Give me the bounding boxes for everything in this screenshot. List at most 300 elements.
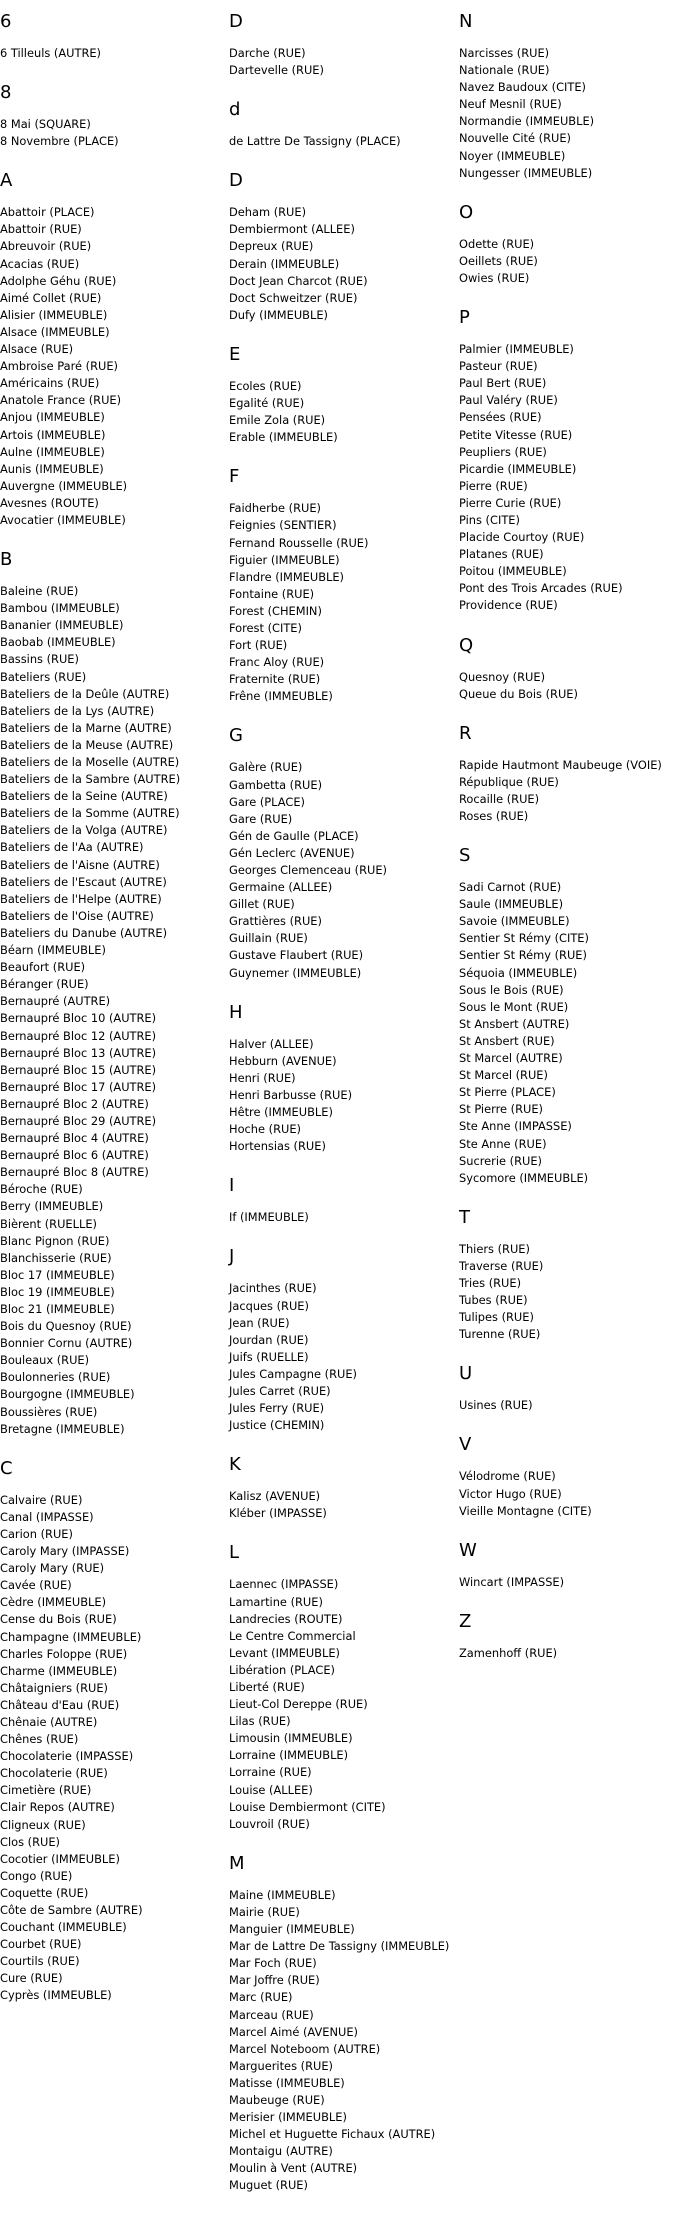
street-link[interactable]: Guillain (RUE)	[229, 931, 308, 946]
street-link[interactable]: Abattoir (PLACE)	[0, 205, 95, 220]
street-link[interactable]: Charles Foloppe (RUE)	[0, 1646, 128, 1661]
street-link[interactable]: Sadi Carnot (RUE)	[459, 880, 562, 895]
street-link[interactable]: Clos (RUE)	[0, 1834, 60, 1849]
street-link[interactable]: Cavée (RUE)	[0, 1578, 72, 1593]
street-link[interactable]: Bonnier Cornu (AUTRE)	[0, 1336, 133, 1351]
street-link[interactable]: Jacques (RUE)	[229, 1298, 309, 1313]
street-list	[0, 45, 222, 62]
street-link[interactable]: Anatole France (RUE)	[0, 393, 122, 408]
street-list	[229, 1576, 454, 1832]
section-letter-heading: W	[459, 1539, 477, 1561]
street-link[interactable]: Doct Jean Charcot (RUE)	[229, 273, 368, 288]
street-link[interactable]: 8 Mai (SQUARE)	[0, 117, 91, 132]
street-link[interactable]: St Marcel (AUTRE)	[459, 1051, 563, 1066]
street-link[interactable]: Gare (RUE)	[229, 811, 293, 826]
street-list	[229, 500, 454, 705]
street-link[interactable]: Cocotier (IMMEUBLE)	[0, 1851, 120, 1866]
street-link[interactable]: Moulin à Vent (AUTRE)	[229, 2161, 358, 2176]
street-link[interactable]: Bateliers de l'Escaut (AUTRE)	[0, 874, 167, 889]
street-link[interactable]: Forest (CHEMIN)	[229, 603, 322, 618]
street-list	[459, 1397, 675, 1414]
street-link[interactable]: Bambou (IMMEUBLE)	[0, 601, 120, 616]
street-link[interactable]: Bernaupré Bloc 8 (AUTRE)	[0, 1165, 149, 1180]
street-link[interactable]: Neuf Mesnil (RUE)	[459, 97, 562, 112]
street-link[interactable]: Chênaie (AUTRE)	[0, 1714, 98, 1729]
street-link[interactable]: Fort (RUE)	[229, 638, 288, 653]
street-link[interactable]: Tries (RUE)	[459, 1275, 522, 1290]
letter-section	[459, 1208, 675, 1344]
street-link[interactable]: Gén de Gaulle (PLACE)	[229, 828, 359, 843]
street-link[interactable]: Palmier (IMMEUBLE)	[459, 342, 574, 357]
letter-section	[229, 1003, 454, 1156]
street-link[interactable]: Hoche (RUE)	[229, 1122, 301, 1137]
street-link[interactable]: Côte de Sambre (AUTRE)	[0, 1903, 143, 1917]
street-link[interactable]: Blanchisserie (RUE)	[0, 1250, 112, 1265]
street-link[interactable]: Cligneux (RUE)	[0, 1817, 86, 1832]
street-link[interactable]: 6 Tilleuls (AUTRE)	[0, 46, 102, 60]
street-link[interactable]: Kalisz (AVENUE)	[229, 1489, 321, 1504]
street-link[interactable]: Zamenhoff (RUE)	[459, 1645, 558, 1660]
street-link[interactable]: Marcel Aimé (AVENUE)	[229, 2024, 358, 2039]
street-link[interactable]: Frêne (IMMEUBLE)	[229, 689, 333, 704]
street-link[interactable]: Aunis (IMMEUBLE)	[0, 461, 104, 476]
street-link[interactable]: Feignies (SENTIER)	[229, 518, 337, 533]
street-link[interactable]: Montaigu (AUTRE)	[229, 2144, 333, 2159]
street-link[interactable]: Château d'Eau (RUE)	[0, 1697, 120, 1712]
street-link[interactable]: Bourgogne (IMMEUBLE)	[0, 1387, 135, 1402]
street-link[interactable]: Le Centre Commercial	[229, 1628, 356, 1643]
street-link[interactable]: Michel et Huguette Fichaux (AUTRE)	[229, 2127, 436, 2142]
section-letter-heading: 8	[0, 82, 12, 104]
street-link[interactable]: Picardie (IMMEUBLE)	[459, 461, 577, 476]
street-link[interactable]: Gillet (RUE)	[229, 897, 295, 912]
street-link[interactable]: Landrecies (ROUTE)	[229, 1611, 343, 1626]
street-link[interactable]: Pensées (RUE)	[459, 410, 542, 425]
street-list	[459, 1645, 675, 1662]
street-index-column-3	[459, 12, 675, 1683]
street-link[interactable]: Lamartine (RUE)	[229, 1594, 323, 1609]
street-link[interactable]: Sous le Mont (RUE)	[459, 999, 569, 1014]
street-link[interactable]: Couchant (IMMEUBLE)	[0, 1920, 127, 1935]
street-link[interactable]: Fernand Rousselle (RUE)	[229, 535, 369, 550]
street-link[interactable]: Louise (ALLEE)	[229, 1782, 313, 1797]
street-link[interactable]: Cense du Bois (RUE)	[0, 1612, 117, 1627]
street-link[interactable]: Louvroil (RUE)	[229, 1816, 310, 1831]
street-link[interactable]: Bernaupré Bloc 12 (AUTRE)	[0, 1028, 157, 1043]
street-link[interactable]: Bièrent (RUELLE)	[0, 1216, 97, 1231]
street-link[interactable]: Rocaille (RUE)	[459, 791, 540, 806]
letter-section	[0, 83, 222, 150]
street-link[interactable]: Bateliers de l'Aa (AUTRE)	[0, 840, 144, 855]
street-link[interactable]: Maine (IMMEUBLE)	[229, 1887, 336, 1902]
street-link[interactable]: Sycomore (IMMEUBLE)	[459, 1170, 589, 1185]
street-link[interactable]: Pierre (RUE)	[459, 478, 528, 493]
street-link[interactable]: Depreux (RUE)	[229, 239, 314, 254]
street-link[interactable]: Beaufort (RUE)	[0, 960, 86, 975]
section-letter-heading: L	[229, 1542, 240, 1564]
street-link[interactable]: Marguerites (RUE)	[229, 2058, 333, 2073]
section-letter-heading: G	[229, 725, 243, 747]
street-link[interactable]: Coquette (RUE)	[0, 1885, 89, 1900]
street-link[interactable]: St Marcel (RUE)	[459, 1068, 548, 1083]
street-link[interactable]: Vieille Montagne (CITE)	[459, 1503, 592, 1518]
street-link[interactable]: Bateliers de la Volga (AUTRE)	[0, 823, 168, 838]
street-link[interactable]: Sous le Bois (RUE)	[459, 982, 564, 997]
street-link[interactable]: Navez Baudoux (CITE)	[459, 80, 586, 95]
street-link[interactable]: Auvergne (IMMEUBLE)	[0, 478, 128, 493]
street-link[interactable]: St Ansbert (AUTRE)	[459, 1016, 570, 1031]
street-link[interactable]: Darche (RUE)	[229, 46, 306, 60]
street-link[interactable]: Noyer (IMMEUBLE)	[459, 148, 566, 163]
street-link[interactable]: Vélodrome (RUE)	[459, 1469, 556, 1484]
street-link[interactable]: Pasteur (RUE)	[459, 359, 538, 374]
street-link[interactable]: Lieut-Col Dereppe (RUE)	[229, 1697, 368, 1712]
street-link[interactable]: Henri Barbusse (RUE)	[229, 1087, 353, 1102]
street-link[interactable]: Gare (PLACE)	[229, 794, 305, 809]
street-link[interactable]: République (RUE)	[459, 774, 559, 789]
street-link[interactable]: Tubes (RUE)	[459, 1293, 528, 1308]
street-link[interactable]: Bernaupré Bloc 4 (AUTRE)	[0, 1131, 149, 1146]
street-link[interactable]: Bateliers de la Meuse (AUTRE)	[0, 737, 174, 752]
street-list	[459, 1574, 675, 1591]
street-link[interactable]: Jules Carret (RUE)	[229, 1383, 331, 1398]
street-link[interactable]: Lorraine (RUE)	[229, 1765, 312, 1780]
street-link[interactable]: Pins (CITE)	[459, 512, 520, 527]
street-link[interactable]: 8 Novembre (PLACE)	[0, 134, 119, 149]
street-link[interactable]: Quesnoy (RUE)	[459, 669, 546, 684]
street-link[interactable]: Bouleaux (RUE)	[0, 1353, 90, 1368]
street-link[interactable]: Abattoir (RUE)	[0, 222, 82, 237]
street-link[interactable]: Bernaupré Bloc 29 (AUTRE)	[0, 1113, 157, 1128]
street-link[interactable]: Bernaupré Bloc 17 (AUTRE)	[0, 1079, 157, 1094]
street-link[interactable]: Mar de Lattre De Tassigny (IMMEUBLE)	[229, 1939, 450, 1954]
street-link[interactable]: Odette (RUE)	[459, 236, 535, 251]
street-link[interactable]: Bernaupré Bloc 6 (AUTRE)	[0, 1148, 149, 1163]
street-link[interactable]: Canal (IMPASSE)	[0, 1509, 94, 1524]
street-link[interactable]: Saule (IMMEUBLE)	[459, 897, 564, 912]
street-link[interactable]: Bernaupré (AUTRE)	[0, 994, 111, 1009]
street-link[interactable]: Congo (RUE)	[0, 1868, 73, 1883]
street-link[interactable]: Placide Courtoy (RUE)	[459, 530, 585, 545]
street-link[interactable]: Merisier (IMMEUBLE)	[229, 2110, 347, 2125]
street-link[interactable]: Forest (CITE)	[229, 620, 302, 635]
street-link[interactable]: Hêtre (IMMEUBLE)	[229, 1105, 333, 1120]
street-link[interactable]: Gustave Flaubert (RUE)	[229, 948, 364, 963]
street-link[interactable]: Béroche (RUE)	[0, 1182, 83, 1197]
street-link[interactable]: Bassins (RUE)	[0, 652, 79, 667]
street-link[interactable]: Paul Valéry (RUE)	[459, 393, 558, 408]
street-list	[459, 341, 675, 615]
street-list	[229, 378, 454, 446]
street-link[interactable]: Bretagne (IMMEUBLE)	[0, 1421, 125, 1436]
street-list	[229, 1887, 454, 2195]
street-link[interactable]: Doct Schweitzer (RUE)	[229, 290, 358, 305]
street-link[interactable]: Béranger (RUE)	[0, 977, 89, 992]
street-link[interactable]: Egalité (RUE)	[229, 396, 305, 411]
street-link[interactable]: Providence (RUE)	[459, 598, 558, 613]
street-link[interactable]: Clair Repos (AUTRE)	[0, 1800, 115, 1815]
street-link[interactable]: Emile Zola (RUE)	[229, 413, 326, 428]
street-link[interactable]: Ambroise Paré (RUE)	[0, 359, 118, 374]
street-link[interactable]: Châtaigniers (RUE)	[0, 1680, 108, 1695]
street-link[interactable]: Roses (RUE)	[459, 809, 529, 823]
street-link[interactable]: Faidherbe (RUE)	[229, 501, 321, 516]
street-link[interactable]: Libération (PLACE)	[229, 1662, 335, 1677]
street-link[interactable]: Alisier (IMMEUBLE)	[0, 307, 108, 322]
street-link[interactable]: Erable (IMMEUBLE)	[229, 430, 338, 445]
street-link[interactable]: Dembiermont (ALLEE)	[229, 222, 355, 237]
street-link[interactable]: Nungesser (IMMEUBLE)	[459, 165, 593, 180]
street-link[interactable]: Alsace (IMMEUBLE)	[0, 324, 110, 339]
street-link[interactable]: Marc (RUE)	[229, 1990, 293, 2005]
street-link[interactable]: Poitou (IMMEUBLE)	[459, 564, 567, 579]
street-link[interactable]: Hebburn (AVENUE)	[229, 1053, 337, 1068]
street-link[interactable]: Américains (RUE)	[0, 376, 100, 391]
street-link[interactable]: Galère (RUE)	[229, 760, 303, 775]
street-link[interactable]: Marceau (RUE)	[229, 2007, 314, 2022]
street-link[interactable]: Mar Foch (RUE)	[229, 1956, 317, 1971]
street-link[interactable]: Cimetière (RUE)	[0, 1783, 92, 1798]
section-letter-heading: K	[229, 1454, 241, 1476]
street-link[interactable]: Figuier (IMMEUBLE)	[229, 552, 340, 567]
street-link[interactable]: Baleine (RUE)	[0, 584, 79, 599]
letter-section	[229, 345, 454, 446]
street-link[interactable]: Guynemer (IMMEUBLE)	[229, 965, 362, 980]
letter-section	[229, 1176, 454, 1226]
street-link[interactable]: Marcel Noteboom (AUTRE)	[229, 2041, 381, 2056]
street-link[interactable]: Henri (RUE)	[229, 1070, 296, 1085]
street-list	[229, 1036, 454, 1156]
section-letter-heading: d	[229, 99, 241, 121]
street-link[interactable]: Flandre (IMMEUBLE)	[229, 569, 345, 584]
street-list	[459, 757, 675, 825]
street-link[interactable]: Lilas (RUE)	[229, 1714, 291, 1729]
street-list	[0, 1492, 222, 2005]
street-link[interactable]: Germaine (ALLEE)	[229, 880, 333, 895]
street-link[interactable]: Narcisses (RUE)	[459, 46, 550, 60]
street-link[interactable]: Liberté (RUE)	[229, 1680, 305, 1694]
street-link[interactable]: Derain (IMMEUBLE)	[229, 256, 340, 271]
street-link[interactable]: Savoie (IMMEUBLE)	[459, 914, 570, 929]
street-link[interactable]: Louise Dembiermont (CITE)	[229, 1799, 386, 1814]
street-link[interactable]: Baobab (IMMEUBLE)	[0, 635, 116, 650]
street-link[interactable]: Gén Leclerc (AVENUE)	[229, 845, 355, 860]
street-link[interactable]: Bateliers de la Sambre (AUTRE)	[0, 772, 181, 787]
street-link[interactable]: Aimé Collet (RUE)	[0, 290, 102, 305]
street-link[interactable]: Ecoles (RUE)	[229, 378, 302, 393]
street-link[interactable]: Jules Ferry (RUE)	[229, 1401, 325, 1416]
street-link[interactable]: Levant (IMMEUBLE)	[229, 1645, 340, 1660]
street-link[interactable]: Sentier St Rémy (RUE)	[459, 948, 587, 963]
street-link[interactable]: Jules Campagne (RUE)	[229, 1366, 357, 1381]
street-link[interactable]: Chocolaterie (RUE)	[0, 1766, 108, 1781]
street-link[interactable]: Limousin (IMMEUBLE)	[229, 1731, 353, 1746]
section-letter-heading: R	[459, 722, 472, 744]
street-link[interactable]: Bloc 19 (IMMEUBLE)	[0, 1284, 115, 1299]
street-link[interactable]: Jacinthes (RUE)	[229, 1281, 317, 1296]
street-link[interactable]: Juifs (RUELLE)	[229, 1349, 309, 1364]
street-link[interactable]: Courtils (RUE)	[0, 1954, 80, 1969]
street-link[interactable]: Ste Anne (RUE)	[459, 1136, 547, 1151]
street-link[interactable]: Bernaupré Bloc 2 (AUTRE)	[0, 1096, 149, 1111]
street-link[interactable]: Deham (RUE)	[229, 205, 307, 220]
street-link[interactable]: Avesnes (ROUTE)	[0, 495, 99, 510]
street-link[interactable]: St Pierre (PLACE)	[459, 1085, 556, 1100]
street-link[interactable]: Rapide Hautmont Maubeuge (VOIE)	[459, 757, 662, 772]
street-link[interactable]: Laennec (IMPASSE)	[229, 1577, 339, 1592]
street-link[interactable]: Victor Hugo (RUE)	[459, 1486, 562, 1501]
street-link[interactable]: Franc Aloy (RUE)	[229, 655, 325, 670]
street-link[interactable]: Normandie (IMMEUBLE)	[459, 114, 595, 129]
street-link[interactable]: Courbet (RUE)	[0, 1937, 82, 1952]
street-list	[459, 1468, 675, 1519]
street-link[interactable]: Tulipes (RUE)	[459, 1310, 534, 1325]
street-link[interactable]: Maubeuge (RUE)	[229, 2092, 325, 2107]
street-link[interactable]: Georges Clemenceau (RUE)	[229, 863, 387, 877]
street-link[interactable]: Oeillets (RUE)	[459, 253, 538, 268]
street-link[interactable]: Bateliers de la Somme (AUTRE)	[0, 806, 180, 821]
letter-section	[459, 203, 675, 287]
street-link[interactable]: Halver (ALLEE)	[229, 1036, 314, 1051]
street-link[interactable]: Bateliers de l'Aisne (AUTRE)	[0, 857, 160, 872]
street-link[interactable]: Jourdan (RUE)	[229, 1332, 309, 1347]
street-link[interactable]: Platanes (RUE)	[459, 547, 544, 562]
street-link[interactable]: St Pierre (RUE)	[459, 1102, 543, 1117]
street-link[interactable]: Nationale (RUE)	[459, 63, 550, 78]
street-link[interactable]: Bloc 21 (IMMEUBLE)	[0, 1302, 115, 1316]
street-link[interactable]: Bois du Quesnoy (RUE)	[0, 1319, 132, 1334]
street-link[interactable]: Nouvelle Cité (RUE)	[459, 131, 571, 146]
street-link[interactable]: Caroly Mary (RUE)	[0, 1561, 105, 1576]
street-link[interactable]: Alsace (RUE)	[0, 342, 74, 357]
street-link[interactable]: Cyprès (IMMEUBLE)	[0, 1988, 112, 2003]
street-link[interactable]: Bateliers de la Moselle (AUTRE)	[0, 755, 180, 769]
street-link[interactable]: Berry (IMMEUBLE)	[0, 1199, 104, 1214]
street-link[interactable]: Adolphe Géhu (RUE)	[0, 273, 117, 288]
letter-section	[0, 12, 222, 62]
street-link[interactable]: Acacias (RUE)	[0, 256, 80, 271]
street-link[interactable]: Bernaupré Bloc 13 (AUTRE)	[0, 1045, 157, 1060]
street-link[interactable]: Bananier (IMMEUBLE)	[0, 618, 124, 633]
street-link[interactable]: Muguet (RUE)	[229, 2178, 308, 2193]
letter-section	[459, 1612, 675, 1662]
street-link[interactable]: Dufy (IMMEUBLE)	[229, 307, 328, 322]
street-link[interactable]: Ste Anne (IMPASSE)	[459, 1119, 572, 1134]
street-link[interactable]: Bateliers de l'Oise (AUTRE)	[0, 908, 154, 923]
street-link[interactable]: Peupliers (RUE)	[459, 444, 547, 459]
street-link[interactable]: Avocatier (IMMEUBLE)	[0, 512, 126, 527]
street-list	[459, 1241, 675, 1344]
street-link[interactable]: Bateliers de la Seine (AUTRE)	[0, 789, 168, 804]
street-link[interactable]: Usines (RUE)	[459, 1398, 533, 1413]
street-link[interactable]: Charme (IMMEUBLE)	[0, 1663, 118, 1678]
street-link[interactable]: Bernaupré Bloc 10 (AUTRE)	[0, 1011, 157, 1026]
street-link[interactable]: Béarn (IMMEUBLE)	[0, 943, 106, 958]
street-link[interactable]: If (IMMEUBLE)	[229, 1210, 309, 1225]
street-link[interactable]: Mar Joffre (RUE)	[229, 1973, 320, 1988]
street-link[interactable]: Justice (CHEMIN)	[229, 1418, 325, 1433]
street-link[interactable]: Fraternite (RUE)	[229, 672, 321, 687]
street-link[interactable]: Carion (RUE)	[0, 1526, 73, 1541]
street-link[interactable]: Sentier St Rémy (CITE)	[459, 931, 589, 946]
section-letter-heading: Z	[459, 1610, 472, 1632]
section-letter-heading: M	[229, 1852, 245, 1874]
street-link[interactable]: Bateliers du Danube (AUTRE)	[0, 925, 168, 940]
street-link[interactable]: Boulonneries (RUE)	[0, 1370, 111, 1385]
street-link[interactable]: Sucrerie (RUE)	[459, 1153, 542, 1168]
section-letter-heading: D	[229, 11, 243, 32]
street-link[interactable]: Chocolaterie (IMPASSE)	[0, 1749, 134, 1764]
section-letter-heading: N	[459, 11, 473, 32]
letter-section	[229, 171, 454, 324]
street-list	[229, 1209, 454, 1226]
street-link[interactable]: de Lattre De Tassigny (PLACE)	[229, 134, 401, 149]
street-link[interactable]: Cèdre (IMMEUBLE)	[0, 1595, 107, 1610]
street-link[interactable]: Artois (IMMEUBLE)	[0, 427, 106, 442]
street-link[interactable]: Bateliers de la Deûle (AUTRE)	[0, 686, 170, 701]
street-link[interactable]: Matisse (IMMEUBLE)	[229, 2075, 345, 2090]
letter-section	[459, 636, 675, 703]
street-link[interactable]: Lorraine (IMMEUBLE)	[229, 1748, 349, 1763]
street-link[interactable]: Champagne (IMMEUBLE)	[0, 1629, 142, 1644]
street-link[interactable]: Bernaupré Bloc 15 (AUTRE)	[0, 1062, 157, 1077]
street-index-column-2	[229, 12, 454, 2216]
street-link[interactable]: Bateliers (RUE)	[0, 669, 87, 684]
street-list	[459, 879, 675, 1187]
street-link[interactable]: Kléber (IMPASSE)	[229, 1506, 327, 1521]
section-letter-heading: F	[229, 466, 240, 488]
street-link[interactable]: Owies (RUE)	[459, 270, 530, 285]
street-link[interactable]: Pont des Trois Arcades (RUE)	[459, 581, 623, 596]
letter-section	[229, 1247, 454, 1434]
street-link[interactable]: Traverse (RUE)	[459, 1258, 544, 1273]
street-link[interactable]: Caroly Mary (IMPASSE)	[0, 1544, 130, 1559]
street-link[interactable]: Cure (RUE)	[0, 1971, 63, 1986]
street-link[interactable]: Manguier (IMMEUBLE)	[229, 1922, 355, 1937]
street-link[interactable]: Boussières (RUE)	[0, 1404, 98, 1419]
street-link[interactable]: Calvaire (RUE)	[0, 1492, 83, 1507]
street-link[interactable]: Fontaine (RUE)	[229, 586, 315, 601]
street-link[interactable]: Bloc 17 (IMMEUBLE)	[0, 1267, 115, 1282]
street-link[interactable]: Chênes (RUE)	[0, 1732, 79, 1747]
street-link[interactable]: Anjou (IMMEUBLE)	[0, 410, 105, 425]
street-link[interactable]: Pierre Curie (RUE)	[459, 495, 562, 510]
street-link[interactable]: Wincart (IMPASSE)	[459, 1574, 565, 1589]
street-link[interactable]: Mairie (RUE)	[229, 1904, 300, 1919]
street-link[interactable]: Aulne (IMMEUBLE)	[0, 444, 105, 459]
street-link[interactable]: Petite Vitesse (RUE)	[459, 427, 573, 442]
street-link[interactable]: Gambetta (RUE)	[229, 777, 323, 792]
street-link[interactable]: Jean (RUE)	[229, 1315, 290, 1330]
street-link[interactable]: Dartevelle (RUE)	[229, 63, 324, 78]
street-link[interactable]: Thiers (RUE)	[459, 1241, 530, 1256]
street-link[interactable]: Blanc Pignon (RUE)	[0, 1233, 110, 1248]
street-link[interactable]: Bateliers de la Lys (AUTRE)	[0, 703, 155, 718]
letter-section	[229, 467, 454, 705]
letter-section	[459, 308, 675, 615]
street-link[interactable]: Séquoia (IMMEUBLE)	[459, 965, 578, 980]
street-link[interactable]: Bateliers de l'Helpe (AUTRE)	[0, 891, 162, 906]
street-link[interactable]: Queue du Bois (RUE)	[459, 686, 578, 701]
street-link[interactable]: Grattières (RUE)	[229, 914, 322, 929]
street-link[interactable]: Hortensias (RUE)	[229, 1139, 326, 1154]
street-list	[459, 45, 675, 182]
street-link[interactable]: Paul Bert (RUE)	[459, 376, 547, 391]
street-link[interactable]: Abreuvoir (RUE)	[0, 239, 92, 254]
street-link[interactable]: Bateliers de la Marne (AUTRE)	[0, 720, 172, 735]
street-link[interactable]: Turenne (RUE)	[459, 1327, 541, 1342]
street-link[interactable]: St Ansbert (RUE)	[459, 1033, 555, 1048]
